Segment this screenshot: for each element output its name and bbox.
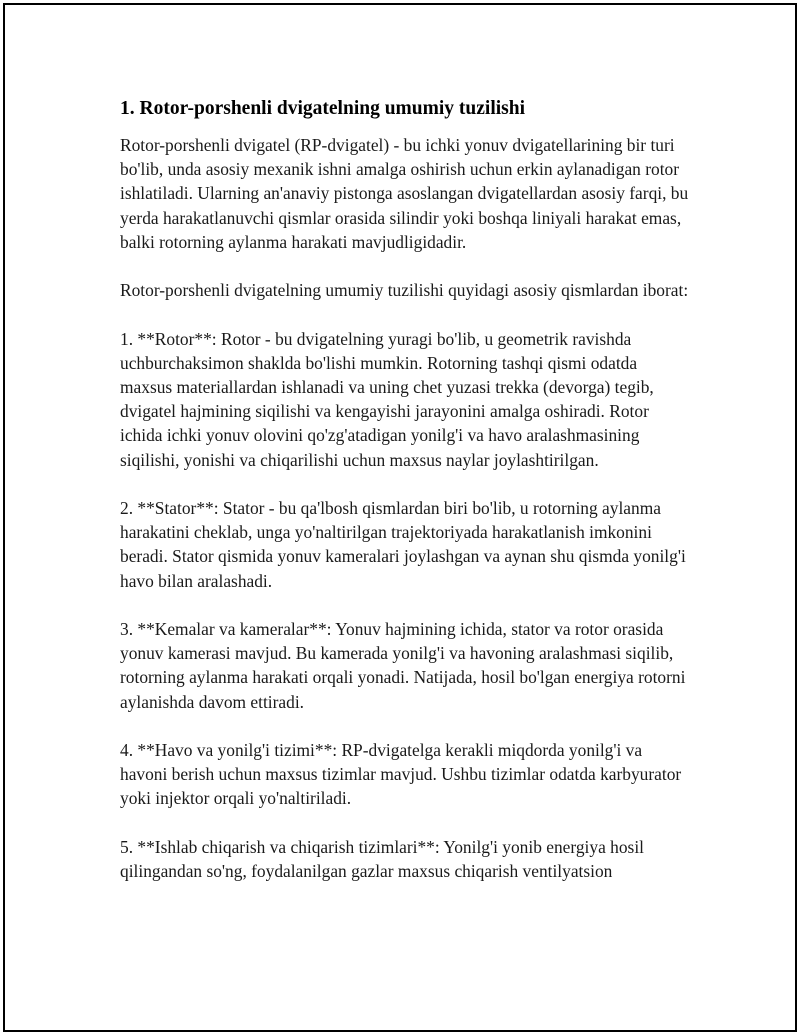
page-frame: [3, 3, 797, 1032]
list-item-stator: 2. **Stator**: Stator - bu qa'lbosh qismlardan biri bo'lib, u rotorning aylanma harakatini cheklab, unga yo'naltirilgan trajektoriyada harakatlanish imkonini beradi. Stator qismida yonuv kameralari joylashgan va aynan shu qismda yonilg'i havo bilan aralashadi.: [120, 498, 686, 591]
paragraph-structure-lead: Rotor-porshenli dvigatelning umumiy tuzilishi quyidagi asosiy qismlardan iborat:: [120, 280, 689, 301]
document-body: [120, 97, 690, 907]
list-item-air-fuel-system: 4. **Havo va yonilg'i tizimi**: RP-dvigatelga kerakli miqdorda yonilg'i va havoni berish uchun maxsus tizimlar mavjud. Ushbu tizimlar odatda karbyurator yoki injektor orqali yo'naltiriladi.: [120, 740, 682, 809]
list-item-chambers: 3. **Kemalar va kameralar**: Yonuv hajmining ichida, stator va rotor orasida yonuv kamerasi mavjud. Bu kamerada yonilg'i va havoning aralashmasi siqilib, rotorning aylanma harakati orqali yonadi. Natijada, hosil bo'lgan energiya rotorni aylanishda davom ettiradi.: [120, 619, 686, 712]
paragraph-intro: Rotor-porshenli dvigatel (RP-dvigatel) - bu ichki yonuv dvigatellarining bir turi bo'lib, unda asosiy mexanik ishni amalga oshirish uchun erkin aylanadigan rotor ishlatiladi. Ularning an'anaviy pistonga asoslangan dvigatellardan asosiy farqi, bu yerda harakatlanuvchi qismlar orasida silindir yoki boshqa liniyali harakat emas, balki rotorning aylanma harakati mavjudligidadir.: [120, 135, 689, 252]
document-title: 1. Rotor-porshenli dvigatelning umumiy tuzilishi: [120, 98, 526, 119]
list-item-exhaust-systems: 5. **Ishlab chiqarish va chiqarish tizimlari**: Yonilg'i yonib energiya hosil qilingandan so'ng, foydalanilgan gazlar maxsus chiqarish ventilyatsion: [120, 836, 644, 881]
list-item-rotor: 1. **Rotor**: Rotor - bu dvigatelning yuragi bo'lib, u geometrik ravishda uchburchaksimon shaklda bo'lishi mumkin. Rotorning tashqi qismi odatda maxsus materiallardan ishlanadi va uning chet yuzasi trekka (devorga) tegib, dvigatel hajmining siqilishi va kengayishi jarayonini amalga oshiradi. Rotor ichida ichki yonuv olovini qo'zg'atadigan yonilg'i va havo aralashmasining siqilishi, yonishi va chiqarilishi uchun maxsus naylar joylashtirilgan.: [120, 328, 654, 470]
